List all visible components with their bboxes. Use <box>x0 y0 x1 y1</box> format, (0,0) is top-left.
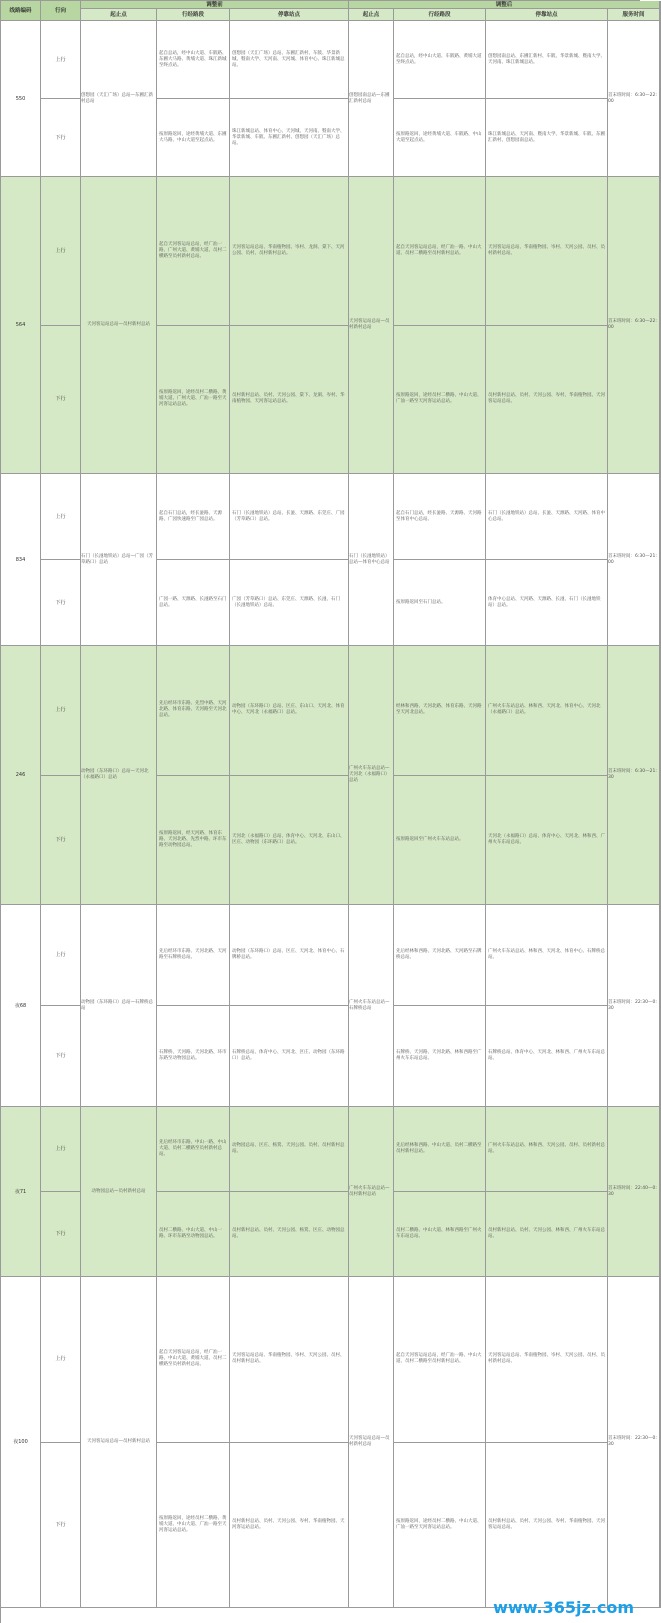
after-path-up: 起自石门总站，经长湴路、天源路、天河路至体育中心总站。 <box>396 510 482 522</box>
after-path-up: 先后经林和西路、中山大道、员村二横路至员村新村总站。 <box>396 1143 482 1154</box>
before-terminus <box>81 21 157 177</box>
before-path-up: 起自石门总站，经长湴路、天源路、广园快速路至广园总站。 <box>159 510 222 522</box>
before-path-up: 先后经环市东路、中山一路、中山大道、员村二横路至员村新村总站。 <box>159 1140 227 1157</box>
after-stops-down: 珠江新城总站、天河南、暨南大学、华景新城、车陂、东圃汇新村、创想园南总站。 <box>488 131 605 143</box>
direction-up: 上行 <box>55 247 66 254</box>
after-stops-up: 石门（长湴地铁站）总站、长湴、天源路、天河路、体育中心总站。 <box>488 510 605 522</box>
before-stops <box>230 21 349 177</box>
after-stops-down: 体育中心总站、天河路、天源路、长湴、石门（长湴地铁站）总站。 <box>488 596 601 608</box>
after-path-up: 先后经林和西路、天河北路、天河路至石牌桥总站。 <box>396 949 482 960</box>
before-stops-up: 石门（长湴地铁站）总站、长湴、天源路、东莞庄、广园（芳草路口）总站。 <box>232 510 345 522</box>
direction-down: 下行 <box>55 396 66 403</box>
after-stops <box>486 21 608 177</box>
before-path-down: 广园一路、天源路、长湴路至石门总站。 <box>159 596 227 608</box>
after-path-up: 起自天河客运站总站，经广汕一路、中山大道、员村二横路至员村新村总站。 <box>396 244 482 256</box>
direction-cell <box>41 905 81 1107</box>
service-hours-text: 首末班时间：22:40—0:30 <box>608 1185 657 1197</box>
after-terminus <box>349 646 394 905</box>
after-stops-up: 广州火车东站总站、林和西、天河北、体育中心、天河北（永福路口）总站。 <box>488 704 601 716</box>
header-before: 调整前 <box>81 1 349 9</box>
after-terminus-text: 广州火车东站总站—石牌桥总站 <box>349 999 390 1011</box>
route-code: 834 <box>1 474 41 646</box>
before-path-down: 按原路返回，经天河路、体育东路、天河北路、先烈中路、环市东路至动物园总站。 <box>159 830 227 848</box>
direction-up: 上行 <box>55 1356 66 1363</box>
before-terminus-text: 天河客运站总站—员村新村总站 <box>87 322 150 327</box>
service-hours-text: 首末班时间：6:30—21:30 <box>608 769 657 780</box>
after-terminus <box>349 177 394 474</box>
route-code: 550 <box>1 21 41 177</box>
after-stops-down: 员村新村总站、员村、天河公园、岑村、华南植物园、天河客运站总站。 <box>488 1518 605 1530</box>
before-terminus <box>81 1277 157 1608</box>
service-hours <box>608 1277 660 1608</box>
before-stops-up: 动物园总站、区庄、杨箕、天河公园、员村、员村新村总站。 <box>232 1143 345 1154</box>
after-stops-up: 广州火车东站总站、林和西、天河公园、员村、员村新村总站。 <box>488 1143 605 1154</box>
before-stops-up: 创想园（天汇广场）总站、东圃汇新村、车陂、华景新城、暨南大学、天河南、天河城、体育中心、珠江新城总站。 <box>232 50 345 68</box>
after-stops-down: 天河北（永福路口）总站、体育中心、天河北、林和西、广州火车东站总站。 <box>488 833 605 845</box>
before-stops <box>230 905 349 1107</box>
direction-cell <box>41 474 81 646</box>
after-stops-up: 天河客运站总站、华南植物园、岑村、天河公园、员村、员村新村总站。 <box>488 244 605 256</box>
before-terminus <box>81 474 157 646</box>
after-terminus-text: 天河客运站总站—员村新村总站 <box>349 319 390 330</box>
service-hours <box>608 1107 660 1277</box>
after-stops-down: 员村新村总站、员村、天河公园、林和西、广州火车东站总站。 <box>488 1228 605 1239</box>
after-terminus-text: 石门（长湴地铁站）总站—体育中心总站 <box>349 553 390 565</box>
before-terminus-text: 动物园（东环路口）总站—石牌桥总站 <box>81 999 153 1011</box>
after-terminus-text: 广州火车东站总站—员村新村总站 <box>349 1185 390 1197</box>
before-stops-down: 员村新村总站、员村、天河公园、杨箕、区庄、动物园总站。 <box>232 1228 345 1239</box>
after-terminus-text: 天河客运站总站—员村新村总站 <box>349 1436 390 1447</box>
before-path <box>157 1277 230 1608</box>
before-stops <box>230 474 349 646</box>
before-path-up: 起自天河客运站总站，经广汕一路、中山大道、黄埔大道、员村二横路至员村新村总站。 <box>159 1350 227 1368</box>
before-path-down: 员村二横路、中山大道、中山一路、环市东路至动物园总站。 <box>159 1228 222 1239</box>
after-path-up: 经林和西路、天河北路、体育东路、天河路至天河北总站。 <box>396 704 482 716</box>
after-path-down: 按原路返回至广州火车东站总站。 <box>396 836 464 842</box>
before-path-up: 起自天河客运站总站，经广汕一路、广州大道、黄埔大道、员村二横路至员村新村总站。 <box>159 241 227 259</box>
service-hours-text: 首末班时间：22:30—0:30 <box>608 1436 657 1447</box>
after-path-down: 按原路返回至石门总站。 <box>396 599 446 605</box>
direction-down: 下行 <box>55 1053 66 1059</box>
before-terminus-text: 天河客运站总站—员村新村总站 <box>87 1439 150 1444</box>
before-stops-down: 员村新村总站、员村、天河公园、岑村、华南植物园、天河客运站总站。 <box>232 1518 345 1530</box>
header-before-stops: 停靠站点 <box>230 9 349 21</box>
route-code: 夜71 <box>1 1107 41 1277</box>
after-terminus-text: 创想园南总站—东圃汇新村总站 <box>349 92 390 104</box>
service-hours <box>608 646 660 905</box>
before-path-down: 按原路返回，途经黄埔大道、东圃大马路、中山大道至起点站。 <box>159 131 227 143</box>
before-terminus <box>81 1107 157 1277</box>
after-stops <box>486 1277 608 1608</box>
after-path-down: 石牌桥、天河路、天河北路、林和西路至广州火车东站总站。 <box>396 1050 482 1061</box>
before-terminus-text: 动物园（东环路口）总站—天河北（永福路口）总站 <box>81 769 149 780</box>
header-before-terminus: 起止点 <box>81 9 157 21</box>
direction-up: 上行 <box>55 513 66 520</box>
after-terminus-text: 广州火车东站总站—天河北（永福路口）总站 <box>349 766 390 783</box>
site-watermark: www.365jz.com <box>493 1598 634 1617</box>
header-direction: 行向 <box>41 1 81 21</box>
before-path <box>157 474 230 646</box>
service-hours-text: 首末班时间：6:30—22:00 <box>608 319 657 330</box>
after-path-down: 按原路返回，途经黄埔大道、车陂路、中山大道至起点站。 <box>396 131 482 143</box>
after-path <box>394 474 486 646</box>
after-stops-up: 创想园南总站、东圃汇新村、车陂、华景新城、暨南大学、天河南、珠江新城总站。 <box>488 53 605 65</box>
before-path-up: 先后经环市东路、天河北路、天河路至石牌桥总站。 <box>159 949 227 960</box>
route-code: 246 <box>1 646 41 905</box>
before-stops-down: 天河北（永福路口）总站、体育中心、天河北、东山口、区庄、动物园（东环路口）总站。 <box>232 833 345 845</box>
before-path <box>157 1107 230 1277</box>
after-path-up: 起自总站，经中山大道、车陂路、黄埔大道至终点站。 <box>396 53 482 65</box>
service-hours <box>608 474 660 646</box>
before-stops <box>230 646 349 905</box>
service-hours <box>608 177 660 474</box>
before-path-down: 按原路返回，途经员村二横路、黄埔大道、广州大道、广汕一路至天河客运站总站。 <box>159 390 227 408</box>
before-stops <box>230 1277 349 1608</box>
direction-up: 上行 <box>55 1146 66 1152</box>
before-stops-up: 动物园（东环路口）总站、区庄、东山口、天河北、体育中心、天河北（永福路口）总站。 <box>232 704 345 716</box>
direction-cell <box>41 646 81 905</box>
header-hours: 服务时间 <box>608 9 660 21</box>
after-stops <box>486 474 608 646</box>
header-after-path: 行经路段 <box>394 9 486 21</box>
header-before-path: 行经路段 <box>157 9 230 21</box>
before-path <box>157 905 230 1107</box>
after-path <box>394 1107 486 1277</box>
after-stops <box>486 177 608 474</box>
direction-cell <box>41 177 81 474</box>
after-stops <box>486 905 608 1107</box>
before-path-up: 先后经环市东路、先烈中路、天河北路、体育东路、天河路至天河北总站。 <box>159 701 227 719</box>
before-stops-up: 动物园（东环路口）总站、区庄、天河北、体育中心、石牌桥总站。 <box>232 949 345 960</box>
after-path <box>394 177 486 474</box>
direction-down: 下行 <box>55 836 66 843</box>
direction-cell <box>41 1107 81 1277</box>
after-terminus <box>349 905 394 1107</box>
before-stops-down: 石牌桥总站、体育中心、天河北、区庄、动物园（东环路口）总站。 <box>232 1050 345 1061</box>
after-path <box>394 905 486 1107</box>
after-stops-up: 天河客运站总站、华南植物园、岑村、天河公园、员村、员村新村总站。 <box>488 1353 605 1365</box>
service-hours-text: 首末班时间：6:30—22:00 <box>608 92 657 104</box>
service-hours-text: 首末班时间：6:30—21:00 <box>608 553 657 565</box>
header-after-stops: 停靠站点 <box>486 9 608 21</box>
direction-down: 下行 <box>55 134 66 141</box>
service-hours <box>608 905 660 1107</box>
before-stops <box>230 1107 349 1277</box>
route-code: 夜100 <box>1 1277 41 1608</box>
before-terminus <box>81 905 157 1107</box>
after-stops-up: 广州火车东站总站、林和西、天河北、体育中心、石牌桥总站。 <box>488 949 605 960</box>
before-path-up: 起自总站，经中山大道、车陂路、东圃大马路、黄埔大道、珠江新城至终点站。 <box>159 50 227 68</box>
route-code: 564 <box>1 177 41 474</box>
direction-up: 上行 <box>55 707 66 714</box>
after-stops-down: 石牌桥总站、体育中心、天河北、林和西、广州火车东站总站。 <box>488 1050 605 1061</box>
direction-cell <box>41 1277 81 1608</box>
after-terminus <box>349 1107 394 1277</box>
before-stops-down: 员村新村总站、员村、天河公园、棠下、龙洞、岑村、华南植物园、天河客运站总站。 <box>232 393 345 405</box>
after-stops-down: 员村新村总站、员村、天河公园、岑村、华南植物园、天河客运站总站。 <box>488 393 605 405</box>
direction-up: 上行 <box>55 56 66 63</box>
after-terminus <box>349 21 394 177</box>
after-stops <box>486 1107 608 1277</box>
after-terminus <box>349 474 394 646</box>
before-stops-up: 天河客运站总站、华南植物园、岑村、天河公园、员村、员村新村总站。 <box>232 1353 345 1365</box>
service-hours-text: 首末班时间：22:30—0:30 <box>608 999 657 1011</box>
before-stops-down: 珠江新城总站、体育中心、天河城、天河南、暨南大学、华景新城、车陂、东圃汇新村、创想园（天汇广场）总站。 <box>232 128 345 146</box>
route-code: 夜68 <box>1 905 41 1107</box>
direction-up: 上行 <box>55 952 66 958</box>
direction-down: 下行 <box>55 1231 66 1237</box>
before-terminus-text: 石门（长湴地铁站）总站—广园（芳草路口）总站 <box>81 553 153 565</box>
before-path <box>157 177 230 474</box>
before-terminus-text: 创想园（天汇广场）总站—东圃汇新村总站 <box>81 92 153 104</box>
before-terminus-text: 动物园总站—员村新村总站 <box>91 1188 146 1194</box>
direction-cell <box>41 21 81 177</box>
service-hours <box>608 21 660 177</box>
after-path-down: 按原路返回，途经员村二横路、中山大道、广汕一路至天河客运站总站。 <box>396 1518 482 1530</box>
header-after: 调整后 <box>349 1 660 9</box>
before-path-down: 按原路返回，途经员村二横路、黄埔大道、中山大道、广汕一路至天河客运站总站。 <box>159 1515 227 1533</box>
before-path-down: 石牌桥、天河路、天河北路、环市东路至动物园总站。 <box>159 1050 227 1061</box>
after-path-down: 员村二横路、中山大道、林和西路至广州火车东站总站。 <box>396 1228 482 1239</box>
after-path <box>394 646 486 905</box>
after-terminus <box>349 1277 394 1608</box>
before-path <box>157 21 230 177</box>
header-after-terminus: 起止点 <box>349 9 394 21</box>
direction-down: 下行 <box>55 1521 66 1528</box>
direction-down: 下行 <box>55 599 66 606</box>
before-terminus <box>81 177 157 474</box>
before-stops <box>230 177 349 474</box>
after-path <box>394 21 486 177</box>
before-path <box>157 646 230 905</box>
before-terminus <box>81 646 157 905</box>
after-path-up: 起自天河客运站总站，经广汕一路、中山大道、员村二横路至员村新村总站。 <box>396 1353 482 1365</box>
before-stops-up: 天河客运站总站、华南植物园、岑村、龙洞、棠下、天河公园、员村、员村新村总站。 <box>232 244 345 256</box>
after-stops <box>486 646 608 905</box>
header-route-code: 线路编码 <box>1 1 41 21</box>
before-stops-down: 广园（芳草路口）总站、东莞庄、天源路、长湴、石门（长湴地铁站）总站。 <box>232 596 340 608</box>
after-path-down: 按原路返回，途经员村二横路、中山大道、广汕一路至天河客运站总站。 <box>396 393 482 405</box>
after-path <box>394 1277 486 1608</box>
